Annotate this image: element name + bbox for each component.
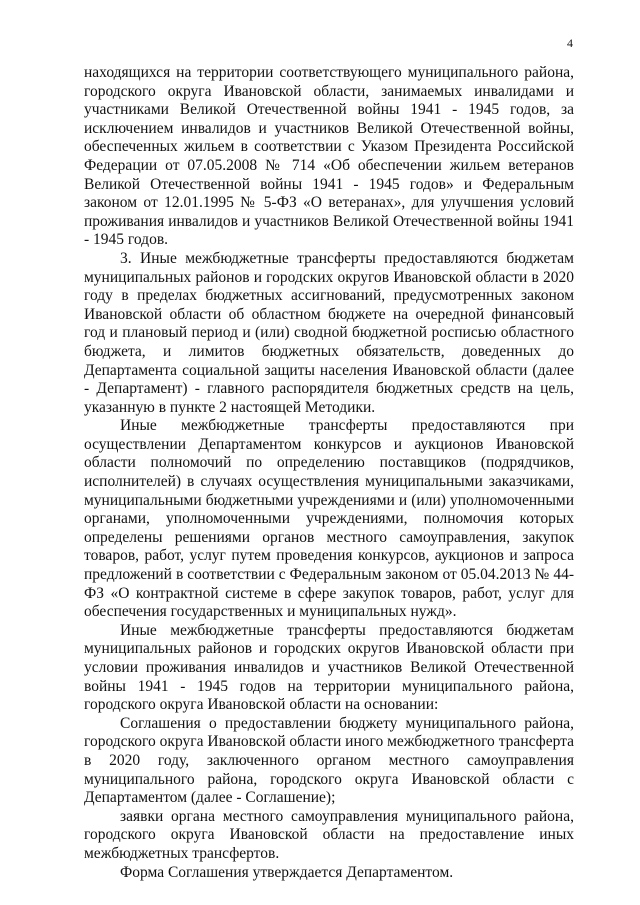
- paragraph-7: Форма Соглашения утверждается Департаментом.: [120, 863, 454, 881]
- paragraph-3: Иные межбюджетные трансферты предоставляются при осуществлении Департаментом конкурсов и аукционов Ивановской области полномочий по определению поставщиков (подрядчиков, исполнителей) в случаях осуществления муниципальными заказчиками, муниципальными бюджетными учреждениями и (или) уполномоченными органами, уполномоченными учреждениями, полномочия которых определены решениями органов местного самоуправления, закупок товаров, работ, услуг путем проведения конкурсов, аукционов и запроса предложений в соответствии с Федеральным законом от 05.04.2013 № 44-ФЗ «О контрактной системе в сфере закупок товаров, работ, услуг для обеспечения государственных и муниципальных нужд».: [84, 417, 574, 621]
- paragraph-1: находящихся на территории соответствующего муниципального района, городского округа Ивановской области, занимаемых инвалидами и участниками Великой Отечественной войны 1941 - 1945 годов, за исключением инвалидов и участников Великой Отечественной войны, обеспеченных жильем в соответствии с Указом Президента Российской Федерации от 07.05.2008 № 714 «Об обеспечении жильем ветеранов Великой Отечественной войны 1941 - 1945 годов» и Федеральным законом от 12.01.1995 № 5-ФЗ «О ветеранах», для улучшения условий проживания инвалидов и участников Великой Отечественной войны 1941 - 1945 годов.: [84, 64, 574, 249]
- document-body: [84, 64, 574, 882]
- paragraph-6: заявки органа местного самоуправления муниципального района, городского округа Ивановской области на предоставление иных межбюджетных трансфертов.: [84, 807, 574, 862]
- paragraph-5: Соглашения о предоставлении бюджету муниципального района, городского округа Ивановской области иного межбюджетного трансферта в 2020 году, заключенного органом местного самоуправления муниципального района, городского округа Ивановской области с Департаментом (далее - Соглашение);: [84, 714, 574, 807]
- paragraph-2: 3. Иные межбюджетные трансферты предоставляются бюджетам муниципальных районов и городских округов Ивановской области в 2020 году в пределах бюджетных ассигнований, предусмотренных законом Ивановской области об областном бюджете на очередной финансовый год и плановый период и (или) сводной бюджетной росписью областного бюджета, и лимитов бюджетных обязательств, доведенных до Департамента социальной защиты населения Ивановской области (далее - Департамент) - главного распорядителя бюджетных средств на цель, указанную в пункте 2 настоящей Методики.: [84, 249, 574, 416]
- page-number: 4: [567, 36, 573, 50]
- paragraph-4: Иные межбюджетные трансферты предоставляются бюджетам муниципальных районов и городских округов Ивановской области при условии проживания инвалидов и участников Великой Отечественной войны 1941 - 1945 годов на территории муниципального района, городского округа Ивановской области на основании:: [84, 621, 574, 714]
